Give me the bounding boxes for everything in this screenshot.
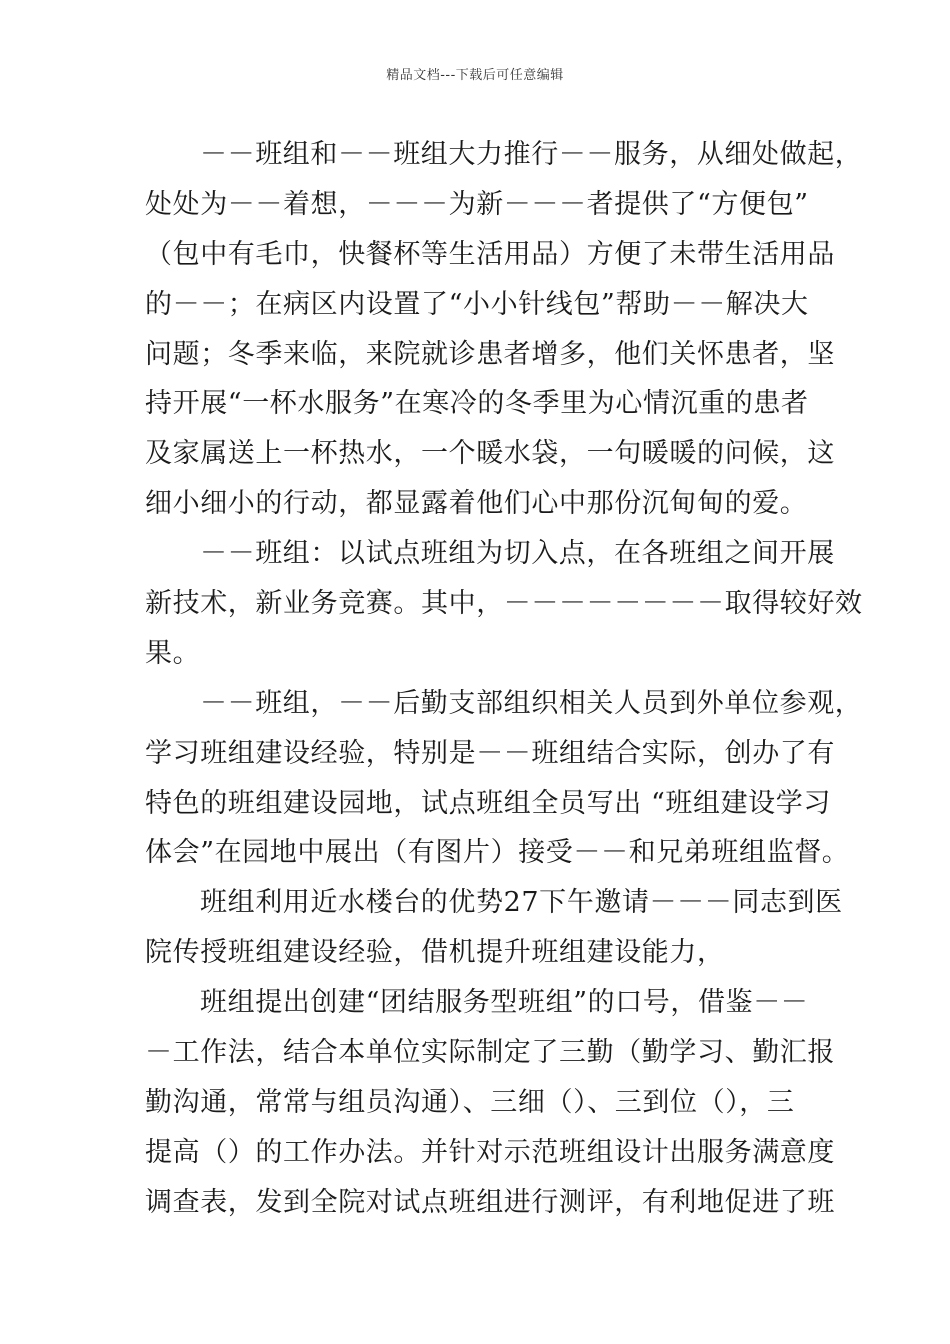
paragraph-line: 果。 <box>145 637 201 669</box>
document-body <box>145 130 863 1228</box>
paragraph-line: －－班组，－－后勤支部组织相关人员到外单位参观， <box>200 687 863 719</box>
paragraph-line: 及家属送上一杯热水，一个暖水袋，一句暖暖的问候，这 <box>145 438 835 470</box>
paragraph-line: 院传授班组建设经验，借机提升班组建设能力， <box>145 937 725 969</box>
paragraph-line: 的－－；在病区内设置了“小小针线包”帮助－－解决大 <box>145 288 809 320</box>
paragraph-line: －－班组和－－班组大力推行－－服务，从细处做起， <box>200 139 863 170</box>
paragraph-line: （包中有毛巾，快餐杯等生活用品）方便了未带生活用品 <box>145 238 835 270</box>
paragraph-line: 新技术，新业务竞赛。其中，－－－－－－－－取得较好效 <box>145 588 863 620</box>
page-header: 精品文档---下载后可任意编辑 <box>386 68 564 83</box>
paragraph-line: 班组提出创建“团结服务型班组”的口号，借鉴－－ <box>200 987 809 1019</box>
paragraph-line: 班组利用近水楼台的优势27下午邀请－－－同志到医 <box>200 887 843 919</box>
paragraph-line: 体会”在园地中展出（有图片）接受－－和兄弟班组监督。 <box>145 837 850 869</box>
paragraph-line: －－班组：以试点班组为切入点，在各班组之间开展 <box>200 538 835 570</box>
paragraph-line: 细小细小的行动，都显露着他们心中那份沉甸甸的爱。 <box>145 488 808 520</box>
paragraph-line: 问题；冬季来临，来院就诊患者增多，他们关怀患者，坚 <box>145 338 835 370</box>
paragraph-line: 处处为－－着想，－－－为新－－－者提供了“方便包” <box>145 188 809 220</box>
paragraph-line: 调查表，发到全院对试点班组进行测评，有利地促进了班 <box>145 1186 835 1218</box>
paragraph-line: 勤沟通，常常与组员沟通）、三细（）、三到位（），三 <box>145 1086 795 1118</box>
paragraph-line: 学习班组建设经验，特别是－－班组结合实际，创办了有 <box>145 737 835 769</box>
paragraph-line: 提高（）的工作办法。并针对示范班组设计出服务满意度 <box>145 1136 835 1168</box>
paragraph-line: －工作法，结合本单位实际制定了三勤（勤学习、勤汇报 <box>145 1037 835 1069</box>
paragraph-line: 特色的班组建设园地，试点班组全员写出 “班组建设学习 <box>145 787 831 819</box>
paragraph-line: 持开展“一杯水服务”在寒冷的冬季里为心情沉重的患者 <box>145 388 809 420</box>
